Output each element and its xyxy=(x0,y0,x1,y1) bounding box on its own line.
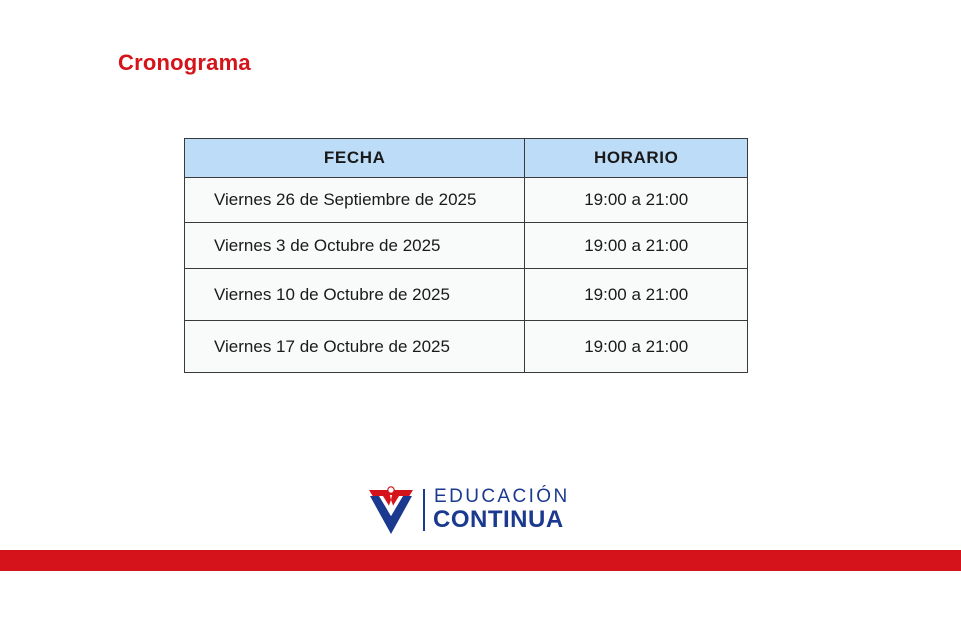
column-header-horario: HORARIO xyxy=(525,139,748,178)
footer-red-band xyxy=(0,550,961,571)
horario-cell: 19:00 a 21:00 xyxy=(525,223,748,269)
table-header-row xyxy=(185,139,748,178)
logo-text-educacion: EDUCACIÓN xyxy=(434,486,570,507)
column-header-fecha: FECHA xyxy=(185,139,525,178)
logo-mark-icon xyxy=(369,486,413,536)
fecha-cell: Viernes 26 de Septiembre de 2025 xyxy=(185,178,525,223)
page-title: Cronograma xyxy=(118,50,251,75)
table-row xyxy=(185,321,748,373)
educacion-continua-logo xyxy=(369,486,584,536)
horario-cell: 19:00 a 21:00 xyxy=(525,178,748,223)
fecha-cell: Viernes 10 de Octubre de 2025 xyxy=(185,269,525,321)
table-row xyxy=(185,269,748,321)
table-row xyxy=(185,223,748,269)
horario-cell: 19:00 a 21:00 xyxy=(525,269,748,321)
logo-text-continua: CONTINUA xyxy=(433,506,564,533)
schedule-table xyxy=(184,138,748,373)
fecha-cell: Viernes 3 de Octubre de 2025 xyxy=(185,223,525,269)
table-row xyxy=(185,178,748,223)
horario-cell: 19:00 a 21:00 xyxy=(525,321,748,373)
logo-separator xyxy=(423,489,425,531)
fecha-cell: Viernes 17 de Octubre de 2025 xyxy=(185,321,525,373)
